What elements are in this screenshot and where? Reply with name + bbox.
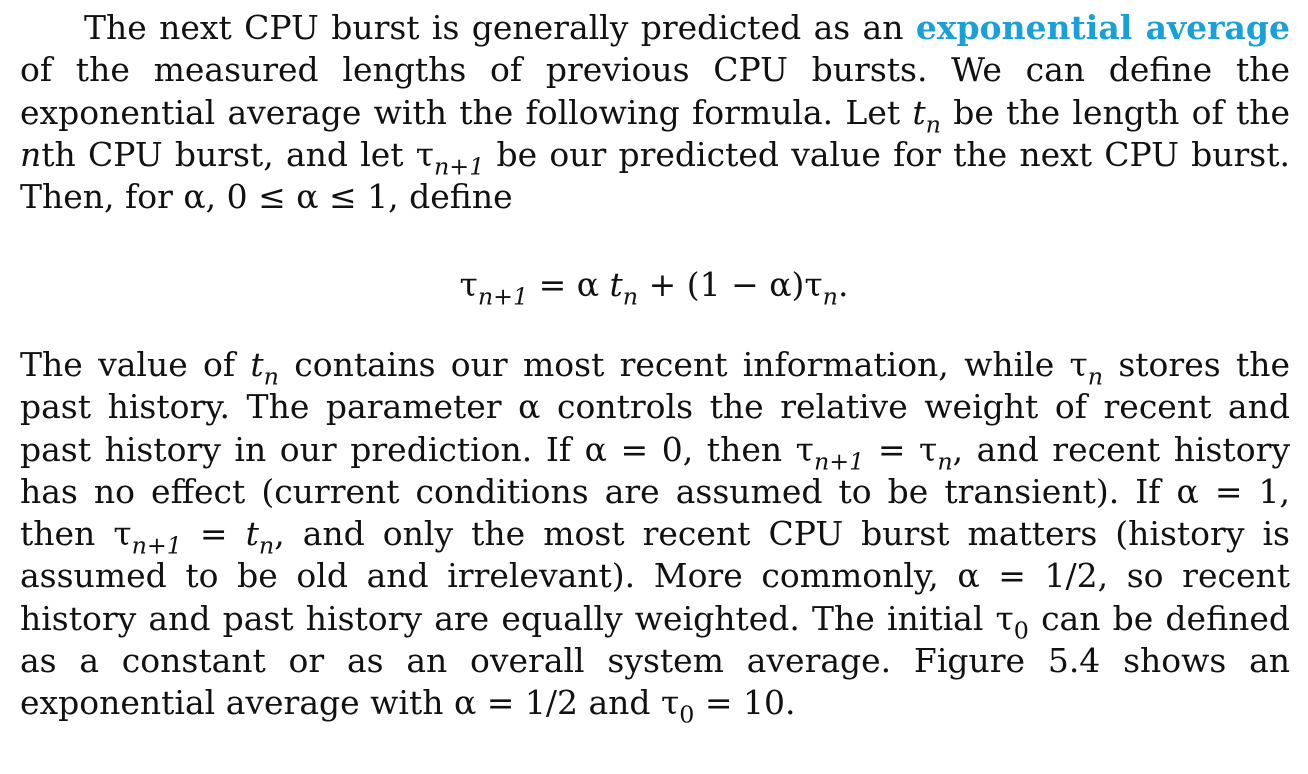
text-run: burst matters (history is assumed to be old and irrelevant). More commonly, α = 1/2, so recent history and past history are equally weighted. The initial [20, 514, 1290, 638]
paragraph-alpha-explanation [20, 344, 1290, 729]
text-run: = 10. [694, 683, 796, 723]
math-tau: τ [795, 429, 814, 469]
math-tau: τ [1069, 345, 1088, 384]
text-run: burst is generally predicted as an [318, 8, 916, 47]
formula-period: . [837, 265, 849, 304]
math-subscript-n: n [1087, 362, 1104, 391]
paragraph-exponential-average-intro [20, 7, 1290, 218]
text-run: bursts. We can define the exponential average with the following formula. Let [20, 50, 1290, 132]
formula-text: = α [528, 265, 610, 304]
math-t: t [912, 92, 926, 132]
math-subscript-n: n [925, 109, 941, 138]
formula-text: + (1 − α) [638, 265, 805, 304]
math-subscript-n: n [258, 531, 275, 560]
text-run: can be defined as a constant or as an overall system average. Figure 5.4 shows an exponential average with α = 1/2 and [20, 598, 1290, 723]
math-subscript-n-plus-1: n+1 [131, 531, 182, 560]
math-n: n [20, 134, 42, 174]
text-run: be our predicted value for the next [484, 134, 1105, 174]
math-tau: τ [919, 429, 938, 469]
cpu-acronym: CPU [713, 50, 788, 90]
text-run: of the measured lengths of previous [20, 50, 714, 90]
key-term-exponential-average: exponential average [915, 8, 1290, 47]
math-tau: τ [995, 598, 1014, 638]
math-t: t [609, 265, 623, 304]
math-subscript-0: 0 [679, 700, 695, 729]
math-subscript-n: n [263, 362, 279, 391]
text-run: The next [84, 8, 245, 47]
text-run: stores the past history. The parameter α controls the relative weight of recent and past history in our prediction. If α = 0, then [20, 345, 1290, 469]
math-t: t [250, 345, 264, 384]
cpu-acronym: CPU [88, 134, 163, 174]
text-run: burst. Then, for α, 0 ≤ α ≤ 1, define [20, 134, 1290, 217]
previous-line-clipped [20, 0, 1288, 5]
text-run: The value of [20, 345, 251, 384]
math-subscript-0: 0 [1013, 616, 1029, 645]
math-subscript-n: n [622, 282, 639, 311]
math-subscript-n-plus-1: n+1 [434, 152, 485, 181]
cpu-acronym: CPU [768, 514, 844, 554]
math-tau: τ [415, 134, 435, 174]
cpu-acronym: CPU [244, 8, 319, 47]
math-subscript-n: n [822, 282, 838, 311]
cpu-acronym: CPU [1104, 134, 1179, 174]
text-run: th [41, 134, 88, 174]
math-tau: τ [804, 265, 823, 304]
math-subscript-n-plus-1: n+1 [477, 282, 529, 311]
math-tau: τ [661, 683, 680, 723]
text-run: contains our most recent information, while [278, 345, 1070, 384]
math-t: t [245, 514, 259, 554]
text-run: , and recent history has no effect (current conditions are assumed to be transient). If α = 1, then [20, 429, 1290, 554]
math-subscript-n-plus-1: n+1 [813, 446, 865, 475]
text-run: , and only the most recent [274, 514, 769, 554]
text-run: burst, and let [162, 134, 416, 174]
math-subscript-n: n [937, 446, 953, 475]
text-run: = [864, 429, 920, 469]
formula-exponential-average [0, 264, 1308, 311]
text-run: be the length of the [940, 92, 1291, 132]
text-run: = [181, 514, 246, 554]
math-tau: τ [113, 514, 132, 554]
math-tau: τ [459, 265, 478, 304]
